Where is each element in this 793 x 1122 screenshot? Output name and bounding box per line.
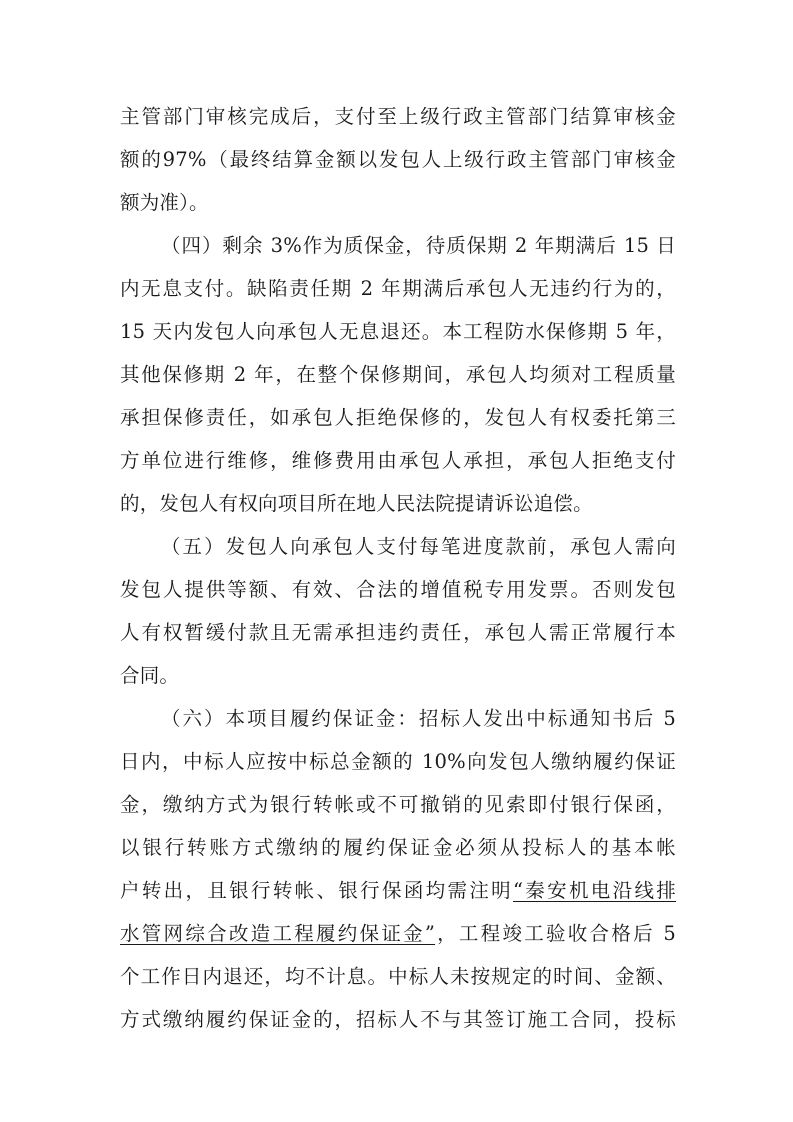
paragraph-line: 人有权暂缓付款且无需承担违约责任，承包人需正常履行本 <box>120 621 676 644</box>
paragraph-line: 15 天内发包人向承包人无息退还。本工程防水保修期 5 年， <box>120 320 676 343</box>
paragraph-line: 金，缴纳方式为银行转帐或不可撤销的见索即付银行保函， <box>120 793 676 816</box>
paragraph-line: （五）发包人向承包人支付每笔进度款前，承包人需向 <box>161 535 676 558</box>
paragraph-line: 主管部门审核完成后，支付至上级行政主管部门结算审核金 <box>120 105 676 128</box>
paragraph-line: 合同。 <box>120 664 180 687</box>
paragraph-line: 个工作日内退还，均不计息。中标人未按规定的时间、金额、 <box>120 965 676 988</box>
paragraph-line: 其他保修期 2 年，在整个保修期间，承包人均须对工程质量 <box>120 363 676 386</box>
paragraph-line: （六）本项目履约保证金：招标人发出中标通知书后 5 <box>161 707 676 730</box>
underlined-project-name: “秦安机电沿线排 <box>513 879 676 902</box>
line-text: 户转出，且银行转帐、银行保函均需注明 <box>120 879 513 902</box>
paragraph-line: 以银行转账方式缴纳的履约保证金必须从投标人的基本帐 <box>120 836 676 859</box>
paragraph-line: 内无息支付。缺陷责任期 2 年期满后承包人无违约行为的， <box>120 277 676 300</box>
paragraph-line: 日内，中标人应按中标总金额的 10%向发包人缴纳履约保证 <box>120 750 676 773</box>
underlined-project-name: 水管网综合改造工程履约保证金” <box>120 922 436 945</box>
paragraph-line: （四）剩余 3%作为质保金，待质保期 2 年期满后 15 日 <box>161 234 676 257</box>
paragraph-line: 额的97%（最终结算金额以发包人上级行政主管部门审核金 <box>120 148 676 171</box>
paragraph-line: 发包人提供等额、有效、合法的增值税专用发票。否则发包 <box>120 578 676 601</box>
paragraph-line <box>120 912 676 955</box>
line-text: ，工程竣工验收合格后 5 <box>435 922 676 945</box>
paragraph-line <box>120 869 676 912</box>
paragraph-line: 方式缴纳履约保证金的，招标人不与其签订施工合同，投标 <box>120 1008 676 1031</box>
paragraph-line: 方单位进行维修，维修费用由承包人承担，承包人拒绝支付 <box>120 449 676 472</box>
paragraph-line: 额为准）。 <box>120 191 209 214</box>
paragraph-line: 的，发包人有权向项目所在地人民法院提请诉讼追偿。 <box>120 492 593 515</box>
paragraph-line: 承担保修责任，如承包人拒绝保修的，发包人有权委托第三 <box>120 406 676 429</box>
document-body <box>120 95 676 1041</box>
